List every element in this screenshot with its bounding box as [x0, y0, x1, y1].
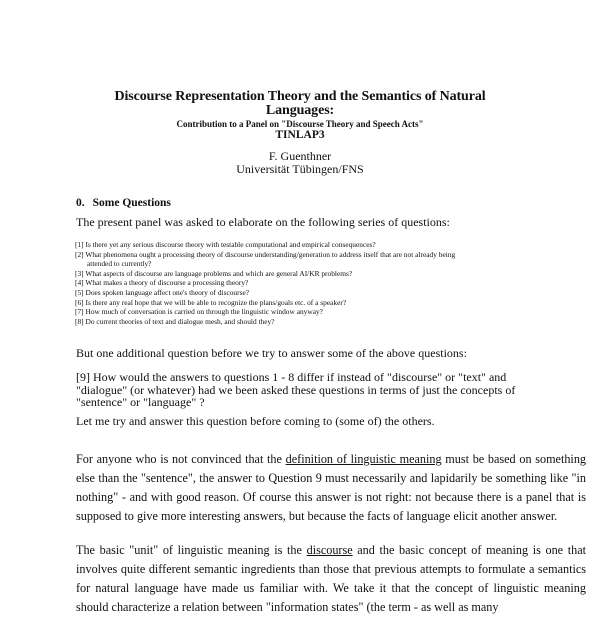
let-me-paragraph: Let me try and answer this question before coming to (some of) the others.	[76, 414, 435, 428]
question-continuation: attended to currently?	[87, 259, 152, 269]
question-label: [4]	[75, 278, 84, 288]
question-text: Is there yet any serious discourse theory with testable computational and empirical consequences?	[85, 240, 376, 249]
title-line-1: Discourse Representation Theory and the Semantics of Natural	[114, 89, 486, 104]
question-text: What phenomena ought a processing theory of discourse understanding/generation to address itself that are not already being	[85, 249, 456, 259]
title-line-2: Languages:	[265, 103, 335, 118]
para1-text-pre: For anyone who is not convinced that the	[76, 452, 286, 466]
author-affiliation: Universität Tübingen/FNS	[236, 162, 364, 176]
question-item	[75, 278, 565, 288]
question-item	[75, 317, 565, 327]
question-label: [2]	[75, 249, 84, 259]
para2-text-post: and the basic concept of meaning is one that involves quite different semantic ingredients than those that previous attempts to formulate a semantics for natural language have made us familiar with. We take it that the concept of linguistic meaning should characterize a relation between "information states" (the term - as well as many	[76, 543, 586, 614]
question-item	[75, 269, 565, 279]
document-subtitle: Contribution to a Panel on "Discourse Theory and Speech Acts"	[176, 119, 424, 129]
question-9-line-2: "dialogue" (or whatever) had we been asked these questions in terms of just the concepts of	[76, 382, 516, 397]
question-label: [1]	[75, 240, 84, 249]
question-text: What makes a theory of discourse a processing theory?	[85, 278, 249, 288]
question-text: Does spoken language affect one's theory of discourse?	[85, 287, 250, 297]
question-item	[75, 250, 565, 269]
para2-underlined-term: discourse	[306, 543, 353, 557]
question-item	[75, 298, 565, 308]
document-title	[100, 90, 500, 118]
para2-text-pre: The basic "unit" of linguistic meaning is the	[76, 543, 307, 557]
question-9	[76, 371, 546, 409]
question-9-line-3: "sentence" or "language" ?	[76, 395, 205, 409]
question-label: [6]	[75, 297, 84, 307]
section-heading	[76, 197, 171, 209]
section-title: Some Questions	[92, 197, 171, 209]
question-label: [3]	[75, 268, 84, 278]
question-item	[75, 288, 565, 298]
para1-underlined-term: definition of linguistic meaning	[285, 452, 442, 466]
additional-question-intro: But one additional question before we try to answer some of the above questions:	[76, 346, 467, 360]
question-text: Do current theories of text and dialogue mesh, and should they?	[85, 316, 275, 326]
body-paragraph-1	[76, 450, 586, 526]
question-9-line-1: [9] How would the answers to questions 1 - 8 differ if instead of "discourse" or "text" and	[76, 370, 507, 384]
question-label: [8]	[75, 316, 84, 326]
author-name: F. Guenthner	[268, 149, 332, 163]
author-block	[100, 150, 500, 176]
question-label: [5]	[75, 287, 84, 297]
question-text: Is there any real hope that we will be able to recognize the plans/goals etc. of a speaker?	[85, 297, 347, 307]
question-list	[75, 240, 565, 326]
question-text: What aspects of discourse are language problems and which are general AI/KR problems?	[85, 268, 353, 278]
conference-name: TINLAP3	[275, 129, 325, 141]
para1-text-post: must be based on something else than the "sentence", the answer to Question 9 must necessarily and lapidarily be something like "in nothing" - and with good reason. Of course this answer is not right: not because there is a panel that is supposed to give more interesting answers, but because the facts of language elicit another answer.	[76, 452, 587, 523]
question-label: [7]	[75, 307, 84, 317]
question-item	[75, 240, 565, 250]
body-paragraph-2	[76, 541, 586, 617]
question-text: How much of conversation is carried on through the linguistic window anyway?	[85, 307, 323, 317]
intro-paragraph: The present panel was asked to elaborate on the following series of questions:	[76, 215, 450, 229]
section-number: 0.	[76, 197, 85, 209]
question-item	[75, 307, 565, 317]
